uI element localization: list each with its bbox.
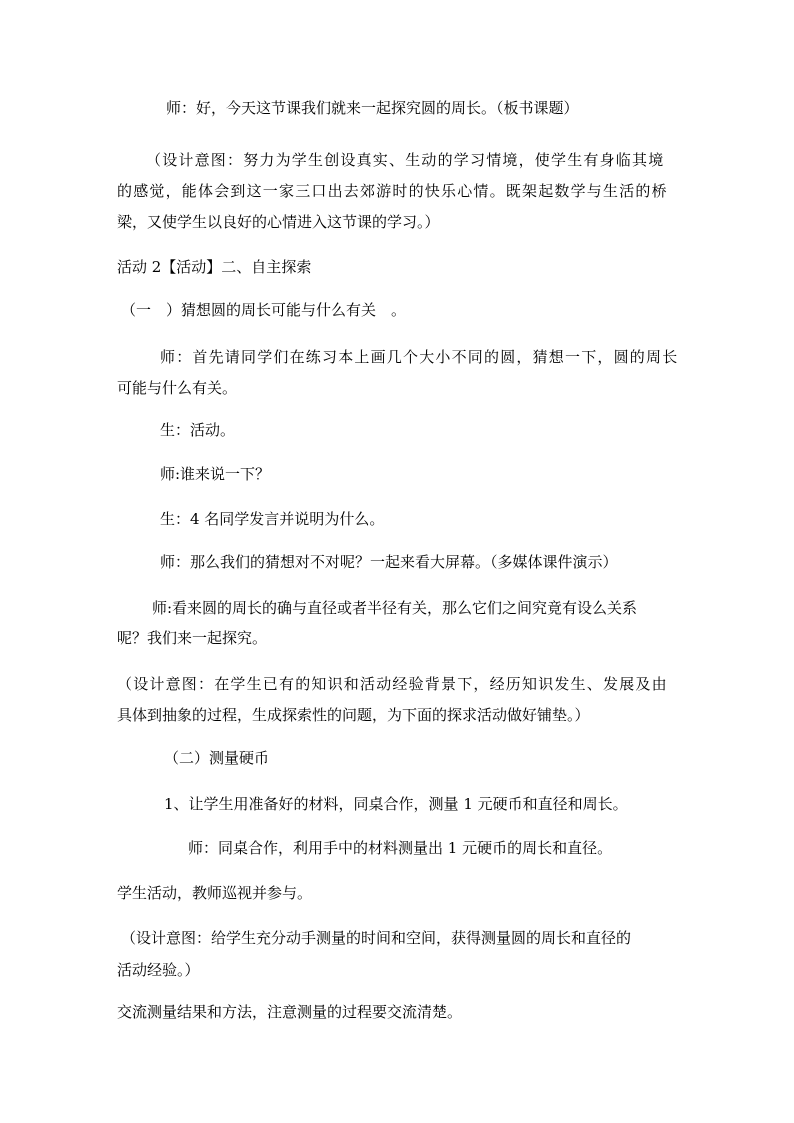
subsection-heading: （二）测量硬币: [164, 749, 270, 767]
paragraph-line: 学生活动，教师巡视并参与。: [117, 884, 313, 902]
paragraph-line: 具体到抽象的过程，生成探索性的问题，为下面的探求活动做好铺垫。）: [117, 706, 590, 724]
paragraph-line: 交流测量结果和方法，注意测量的过程要交流清楚。: [117, 1003, 463, 1021]
paragraph-line: （设计意图：在学生已有的知识和活动经验背景下，经历知识发生、发展及由: [117, 675, 668, 693]
paragraph-line: 梁，又使学生以良好的心情进入这节课的学习。）: [117, 213, 440, 231]
section-heading: 活动 2【活动】二、自主探索: [117, 258, 312, 276]
paragraph-line: 师：首先请同学们在练习本上画几个大小不同的圆，猜想一下，圆的周长: [160, 348, 679, 366]
paragraph-line: 呢？我们来一起探究。: [117, 629, 268, 647]
paragraph-line: 师:谁来说一下？: [160, 465, 271, 483]
paragraph-line: 可能与什么有关。: [117, 379, 238, 397]
paragraph-line: 1、让学生用准备好的材料，同桌合作，测量 1 元硬币和直径和周长。: [164, 795, 628, 813]
subsection-heading: （一 ）猜想圆的周长可能与什么有关 。: [121, 301, 407, 319]
paragraph-line: （设计意图：努力为学生创设真实、生动的学习情境，使学生有身临其境: [146, 151, 665, 169]
paragraph-line: 师：那么我们的猜想对不对呢？一起来看大屏幕。（多媒体课件演示）: [160, 553, 618, 571]
paragraph-line: 活动经验。）: [117, 961, 200, 979]
paragraph-line: （设计意图：给学生充分动手测量的时间和空间，获得测量圆的周长和直径的: [121, 929, 632, 947]
paragraph-line: 师：好，今天这节课我们就来一起探究圆的周长。（板书课题）: [166, 99, 579, 117]
paragraph-line: 师：同桌合作，利用手中的材料测量出 1 元硬币的周长和直径。: [188, 839, 613, 857]
paragraph-line: 师:看来圆的周长的确与直径或者半径有关，那么它们之间究竟有设么关系: [152, 599, 638, 617]
paragraph-line: 生：4 名同学发言并说明为什么。: [160, 510, 385, 528]
paragraph-line: 的感觉，能体会到这一家三口出去郊游时的快乐心情。既架起数学与生活的桥: [117, 182, 668, 200]
paragraph-line: 生：活动。: [160, 421, 236, 439]
